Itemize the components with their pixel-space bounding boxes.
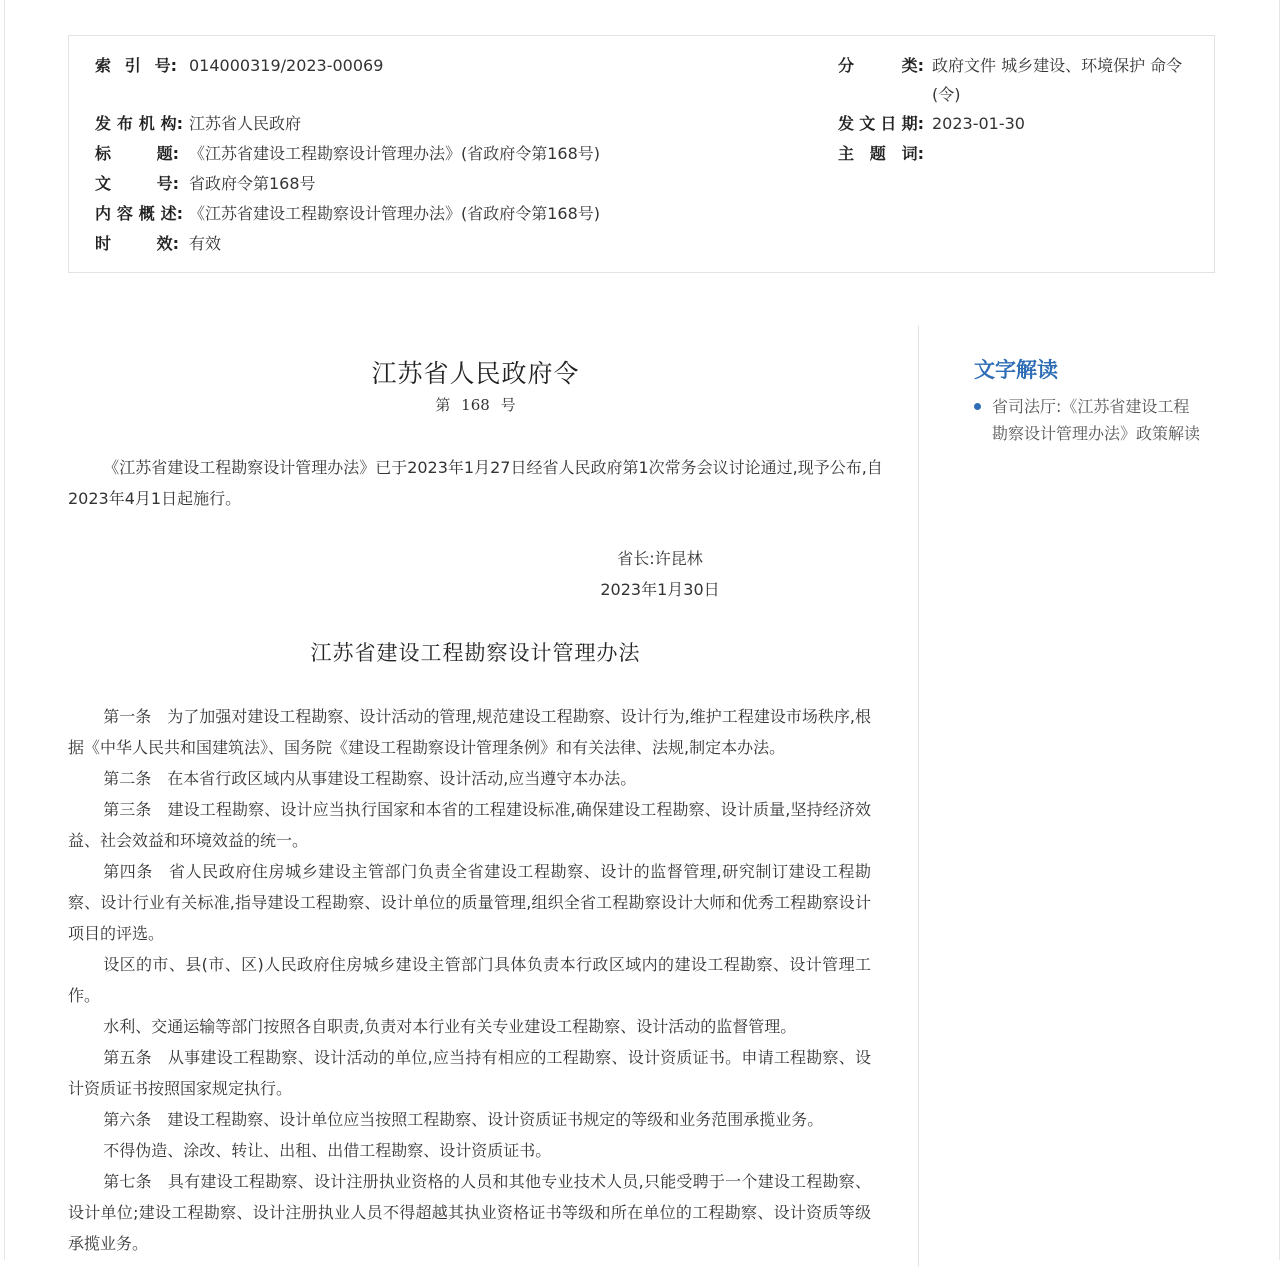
article-number: 第二条 — [103, 769, 152, 788]
article-paragraph — [68, 701, 871, 763]
label-char: 文 — [859, 114, 876, 133]
meta-date-label — [838, 109, 924, 139]
article-text: 不得伪造、涂改、转让、出租、出借工程勘察、设计资质证书。 — [103, 1141, 552, 1160]
label-char: 题 — [869, 144, 886, 163]
article-text: 建设工程勘察、设计应当执行国家和本省的工程建设标准,确保建设工程勘察、设计质量,坚持经济效益、社会效益和环境效益的统一。 — [68, 800, 871, 850]
label-char: 述: — [160, 204, 183, 223]
article-paragraph — [68, 856, 871, 949]
label-char: 索 — [95, 56, 112, 75]
article-paragraph — [68, 949, 871, 1011]
content-divider — [918, 326, 919, 1266]
label-char: 号: — [154, 56, 177, 75]
sidebar-link-label[interactable]: 省司法厅:《江苏省建设工程勘察设计管理办法》政策解读 — [992, 397, 1201, 443]
article-number: 第三条 — [103, 800, 152, 819]
label-char: 主 — [838, 144, 855, 163]
article-number: 第五条 — [103, 1048, 152, 1067]
meta-issuer-label — [95, 109, 183, 139]
label-char: 构: — [160, 114, 183, 133]
article-paragraph — [68, 763, 871, 794]
article-paragraph — [68, 1135, 871, 1166]
document-number: 第 168 号 — [435, 396, 516, 414]
label-char: 文 — [95, 174, 112, 193]
label-char: 期: — [901, 114, 924, 133]
article-paragraph — [68, 1011, 871, 1042]
label-char: 时 — [95, 234, 112, 253]
article-number: 第四条 — [103, 862, 153, 881]
meta-date-value: 2023-01-30 — [932, 114, 1025, 133]
sidebar-link-policy-interpretation[interactable] — [974, 393, 1204, 447]
label-char: 号: — [156, 174, 179, 193]
document-preamble: 《江苏省建设工程勘察设计管理办法》已于2023年1月27日经省人民政府第1次常务会议讨论通过,现予公布,自2023年4月1日起施行。 — [68, 458, 883, 508]
meta-docno-value: 省政府令第168号 — [189, 174, 316, 193]
label-char: 引 — [124, 56, 141, 75]
meta-category-value: 政府文件 城乡建设、环境保护 命令(令) — [932, 56, 1183, 104]
bullet-icon — [974, 403, 981, 410]
meta-validity-value: 有效 — [189, 234, 222, 253]
article-text: 具有建设工程勘察、设计注册执业资格的人员和其他专业技术人员,只能受聘于一个建设工程勘察、设计单位;建设工程勘察、设计注册执业人员不得超越其执业资格证书等级和所在单位的工程勘察、设计资质等级承揽业务。 — [68, 1172, 871, 1253]
document-signer: 省长:许昆林 — [617, 549, 703, 568]
label-char: 发 — [838, 114, 855, 133]
meta-index-label — [95, 51, 177, 81]
regulation-title: 江苏省建设工程勘察设计管理办法 — [310, 641, 641, 665]
document-title: 江苏省人民政府令 — [371, 359, 580, 388]
article-text: 从事建设工程勘察、设计活动的单位,应当持有相应的工程勘察、设计资质证书。申请工程勘察、设计资质证书按照国家规定执行。 — [68, 1048, 871, 1098]
label-char: 机 — [138, 114, 155, 133]
meta-issuer-value: 江苏省人民政府 — [189, 114, 302, 133]
label-char: 日 — [880, 114, 897, 133]
label-char: 布 — [116, 114, 133, 133]
label-char: 标 — [95, 144, 112, 163]
article-text: 在本省行政区域内从事建设工程勘察、设计活动,应当遵守本办法。 — [167, 769, 637, 788]
meta-summary-label — [95, 199, 183, 229]
article-text: 建设工程勘察、设计单位应当按照工程勘察、设计资质证书规定的等级和业务范围承揽业务。 — [167, 1110, 824, 1129]
meta-title-value: 《江苏省建设工程勘察设计管理办法》(省政府令第168号) — [189, 144, 601, 163]
article-paragraph — [68, 1104, 871, 1135]
meta-summary-value: 《江苏省建设工程勘察设计管理办法》(省政府令第168号) — [189, 204, 601, 223]
document-metadata-box — [68, 35, 1215, 273]
label-char: 效: — [156, 234, 179, 253]
article-number: 第一条 — [103, 707, 152, 726]
article-text: 设区的市、县(市、区)人民政府住房城乡建设主管部门具体负责本行政区域内的建设工程勘察、设计管理工作。 — [68, 955, 871, 1005]
meta-subject-label — [838, 139, 924, 169]
article-paragraph — [68, 794, 871, 856]
article-text: 为了加强对建设工程勘察、设计活动的管理,规范建设工程勘察、设计行为,维护工程建设市场秩序,根据《中华人民共和国建筑法》、国务院《建设工程勘察设计管理条例》和有关法律、法规,制定本办法。 — [68, 707, 871, 757]
article-number: 第六条 — [103, 1110, 152, 1129]
sidebar-title: 文字解读 — [974, 358, 1058, 382]
label-char: 容 — [116, 204, 133, 223]
document-sign-date: 2023年1月30日 — [600, 580, 720, 599]
label-char: 类: — [901, 56, 924, 75]
regulation-articles — [68, 701, 871, 1259]
meta-index-value: 014000319/2023-00069 — [189, 56, 384, 75]
label-char: 题: — [156, 144, 179, 163]
meta-docno-label — [95, 169, 179, 199]
label-char: 概 — [138, 204, 155, 223]
meta-category-label — [838, 51, 924, 81]
article-paragraph — [68, 1042, 871, 1104]
article-text: 水利、交通运输等部门按照各自职责,负责对本行业有关专业建设工程勘察、设计活动的监督管理。 — [103, 1017, 797, 1036]
meta-title-label — [95, 139, 179, 169]
label-char: 分 — [838, 56, 855, 75]
label-char: 词: — [901, 144, 924, 163]
article-paragraph — [68, 1166, 871, 1259]
label-char: 发 — [95, 114, 112, 133]
meta-category-row — [838, 51, 1198, 111]
meta-validity-label — [95, 229, 179, 259]
label-char: 内 — [95, 204, 112, 223]
article-text: 省人民政府住房城乡建设主管部门负责全省建设工程勘察、设计的监督管理,研究制订建设工程勘察、设计行业有关标准,指导建设工程勘察、设计单位的质量管理,组织全省工程勘察设计大师和优秀工程勘察设计项目的评选。 — [68, 862, 871, 943]
article-number: 第七条 — [103, 1172, 152, 1191]
